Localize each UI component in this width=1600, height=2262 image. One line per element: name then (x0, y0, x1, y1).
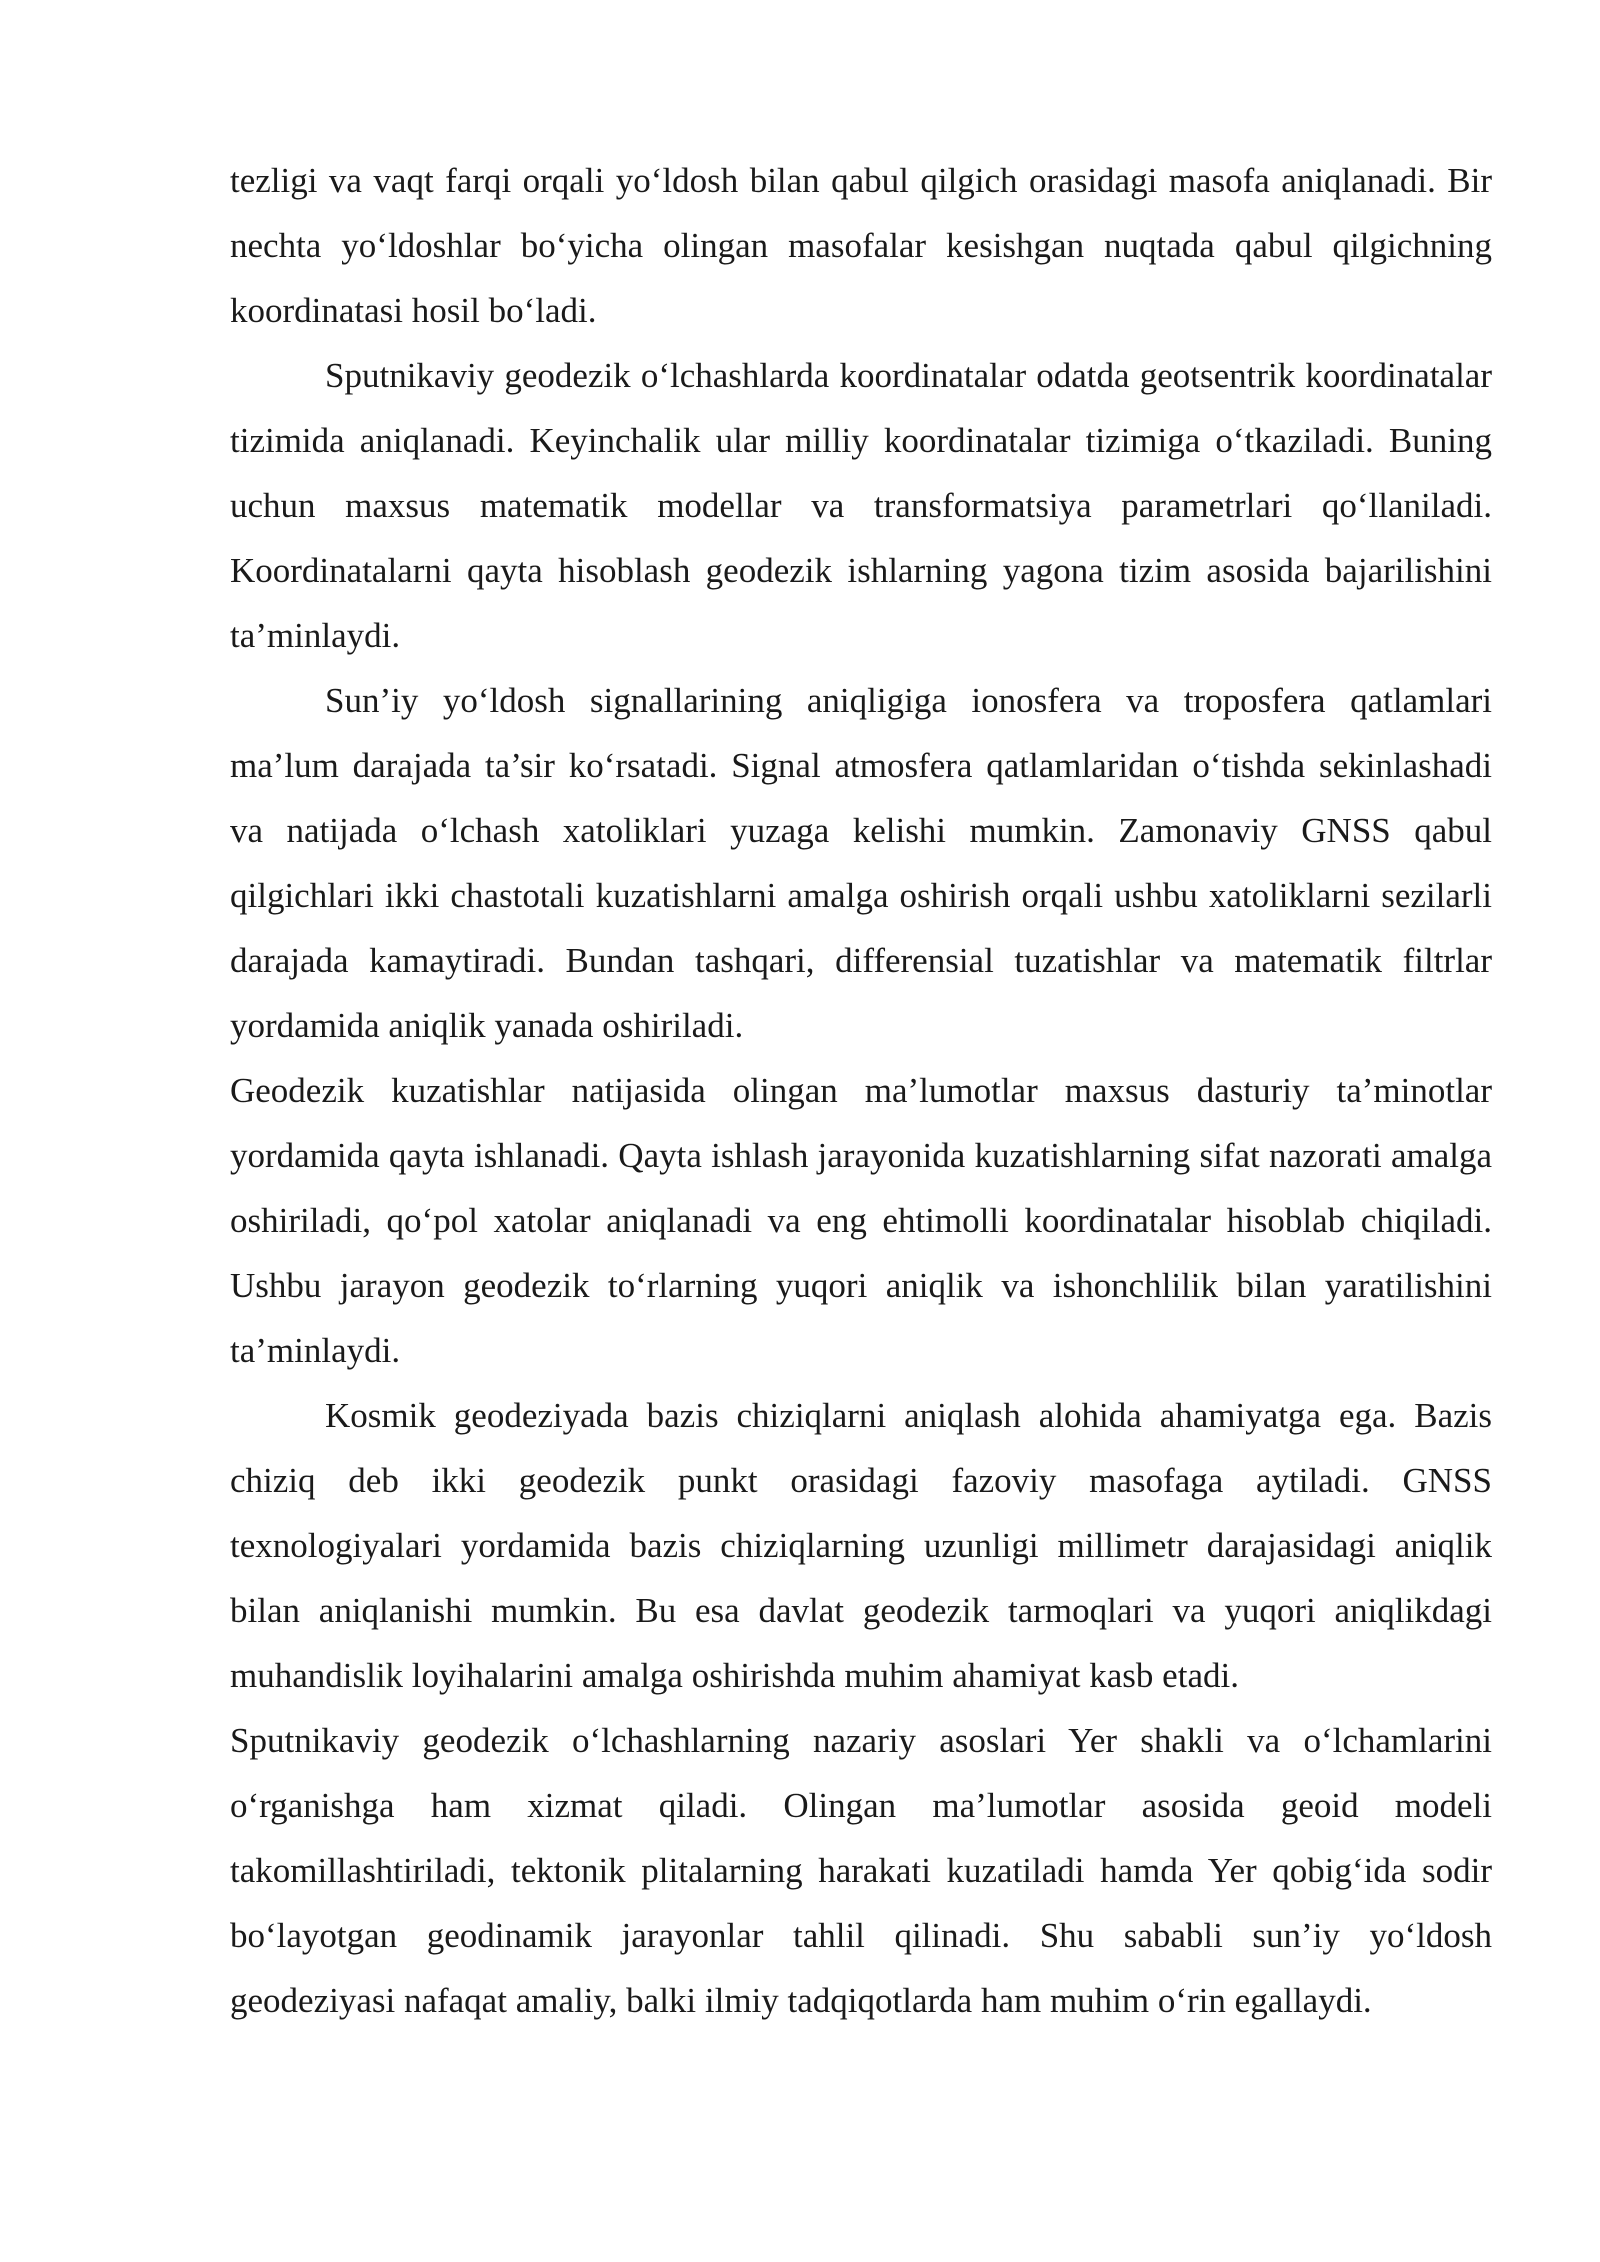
paragraph-1: tezligi va vaqt farqi orqali yo‘ldosh bilan qabul qilgich orasidagi masofa aniqlanadi. Bir nechta yo‘ldoshlar bo‘yicha olingan masofalar kesishgan nuqtada qabul qilgichning koordinatasi hosil bo‘ladi. (230, 161, 1492, 330)
paragraph-5: Kosmik geodeziyada bazis chiziqlarni aniqlash alohida ahamiyatga ega. Bazis chiziq deb ikki geodezik punkt orasidagi fazoviy masofaga aytiladi. GNSS texnologiyalari yordamida bazis chiziqlarning uzunligi millimetr darajasidagi aniqlik bilan aniqlanishi mumkin. Bu esa davlat geodezik tarmoqlari va yuqori aniqlikdagi muhandislik loyihalarini amalga oshirishda muhim ahamiyat kasb etadi. (230, 1396, 1492, 1695)
document-page (230, 148, 1492, 2033)
paragraph-3: Sun’iy yo‘ldosh signallarining aniqligiga ionosfera va troposfera qatlamlari ma’lum darajada ta’sir ko‘rsatadi. Signal atmosfera qatlamlaridan o‘tishda sekinlashadi va natijada o‘lchash xatoliklari yuzaga kelishi mumkin. Zamonaviy GNSS qabul qilgichlari ikki chastotali kuzatishlarni amalga oshirish orqali ushbu xatoliklarni sezilarli darajada kamaytiradi. Bundan tashqari, differensial tuzatishlar va matematik filtrlar yordamida aniqlik yanada oshiriladi. (230, 681, 1492, 1045)
paragraph-4: Geodezik kuzatishlar natijasida olingan ma’lumotlar maxsus dasturiy ta’minotlar yordamida qayta ishlanadi. Qayta ishlash jarayonida kuzatishlarning sifat nazorati amalga oshiriladi, qo‘pol xatolar aniqlanadi va eng ehtimolli koordinatalar hisoblab chiqiladi. Ushbu jarayon geodezik to‘rlarning yuqori aniqlik va ishonchlilik bilan yaratilishini ta’minlaydi. (230, 1071, 1492, 1370)
paragraph-2: Sputnikaviy geodezik o‘lchashlarda koordinatalar odatda geotsentrik koordinatalar tizimida aniqlanadi. Keyinchalik ular milliy koordinatalar tizimiga o‘tkaziladi. Buning uchun maxsus matematik modellar va transformatsiya parametrlari qo‘llaniladi. Koordinatalarni qayta hisoblash geodezik ishlarning yagona tizim asosida bajarilishini ta’minlaydi. (230, 356, 1492, 655)
paragraph-6: Sputnikaviy geodezik o‘lchashlarning nazariy asoslari Yer shakli va o‘lchamlarini o‘rganishga ham xizmat qiladi. Olingan ma’lumotlar asosida geoid modeli takomillashtiriladi, tektonik plitalarning harakati kuzatiladi hamda Yer qobig‘ida sodir bo‘layotgan geodinamik jarayonlar tahlil qilinadi. Shu sababli sun’iy yo‘ldosh geodeziyasi nafaqat amaliy, balki ilmiy tadqiqotlarda ham muhim o‘rin egallaydi. (230, 1721, 1492, 2020)
